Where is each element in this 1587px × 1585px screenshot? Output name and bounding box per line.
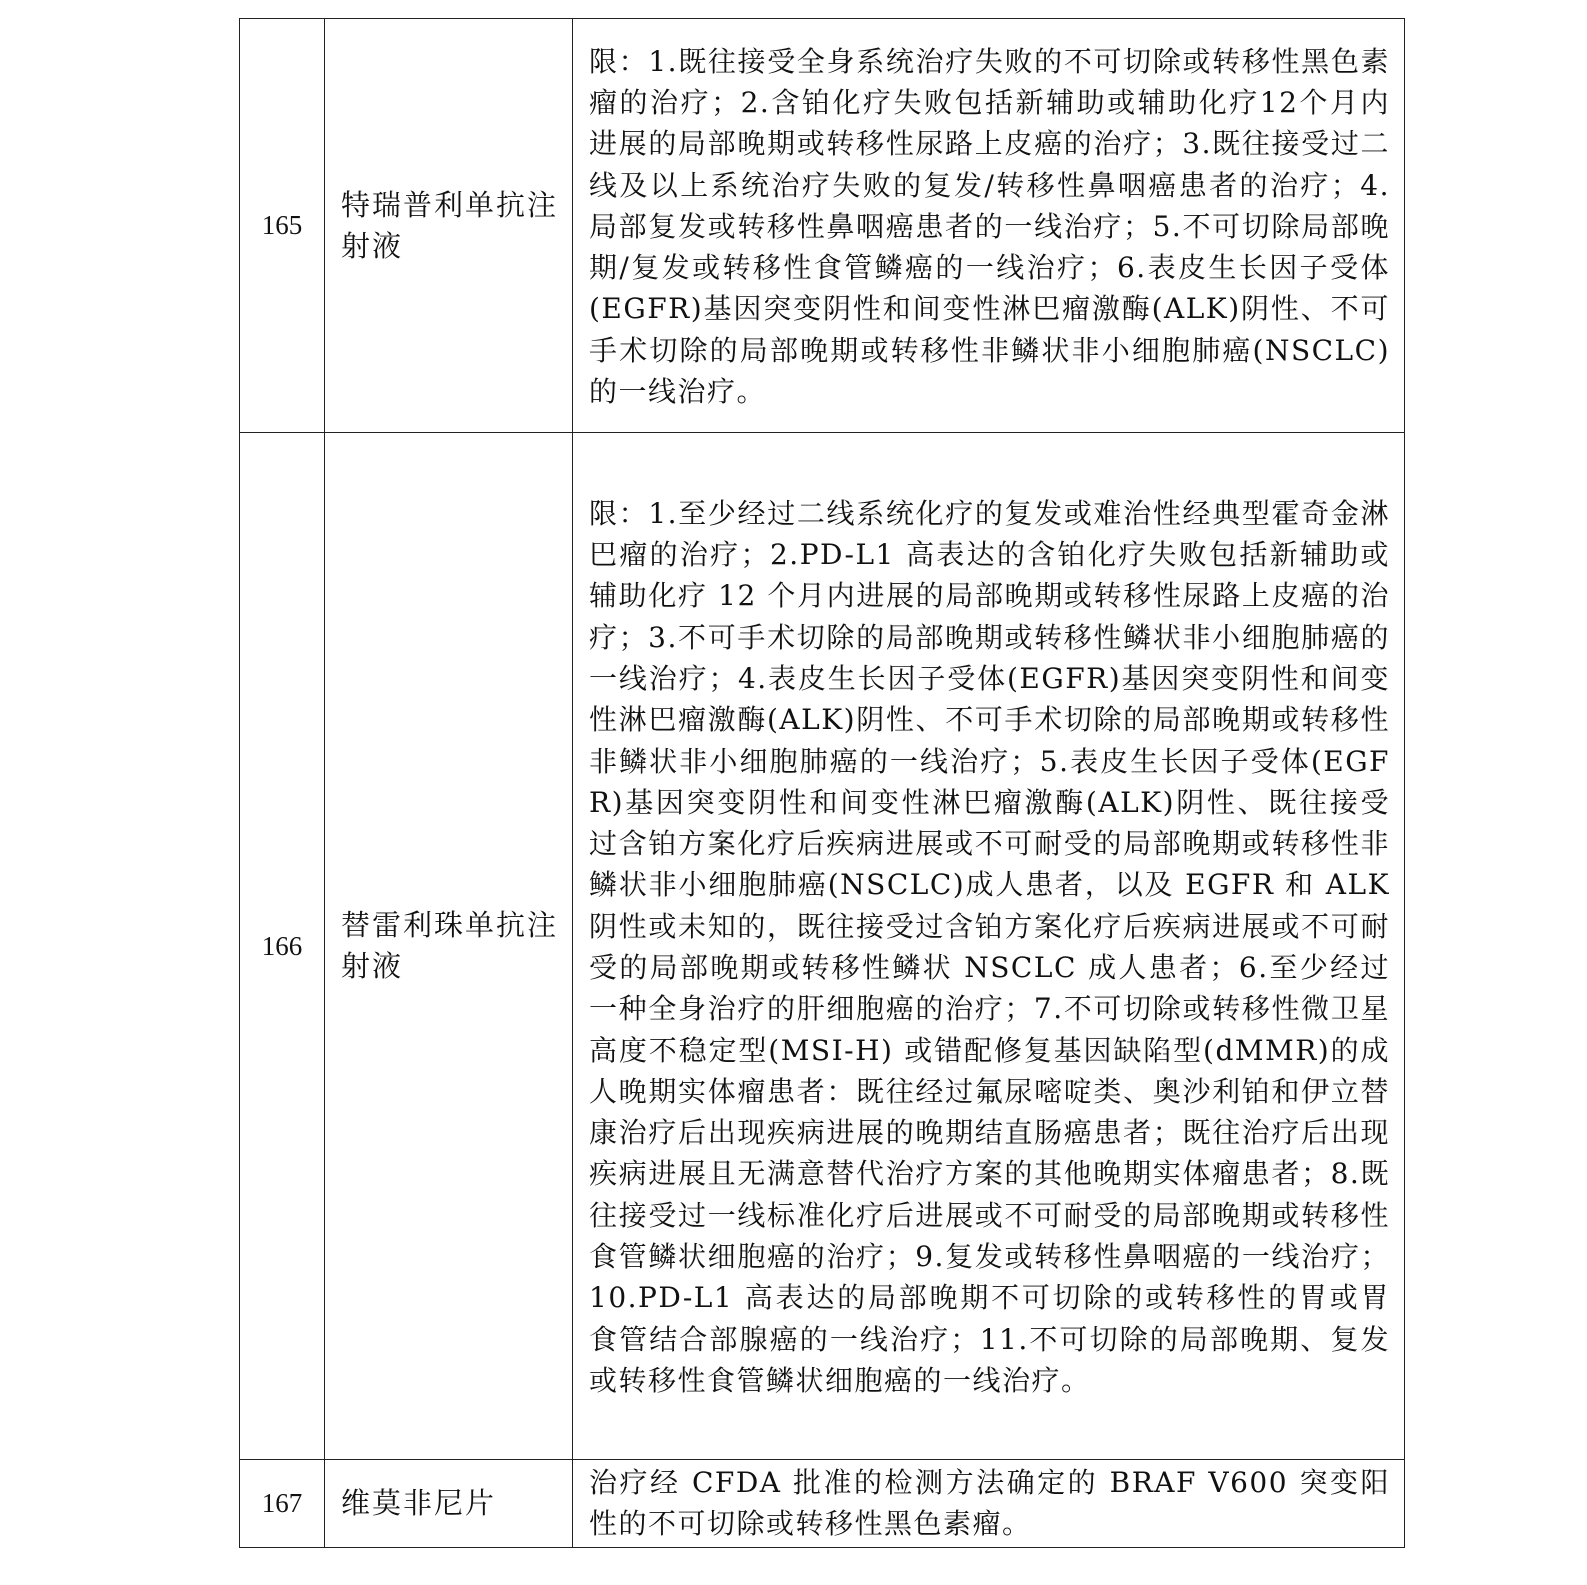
row-number: 167 (240, 1460, 325, 1548)
drug-name: 替雷利珠单抗注射液 (325, 433, 573, 1460)
drug-name: 特瑞普利单抗注射液 (325, 19, 573, 433)
row-number: 166 (240, 433, 325, 1460)
table-row (240, 433, 1405, 1460)
table-row (240, 19, 1405, 433)
drug-restriction: 限：1.至少经过二线系统化疗的复发或难治性经典型霍奇金淋巴瘤的治疗；2.PD-L1 高表达的含铂化疗失败包括新辅助或辅助化疗 12 个月内进展的局部晚期或转移性尿路上皮癌的治疗；3.不可手术切除的局部晚期或转移性鳞状非小细胞肺癌的一线治疗；4.表皮生长因子受体(EGFR)基因突变阴性和间变性淋巴瘤激酶(ALK)阴性、不可手术切除的局部晚期或转移性非鳞状非小细胞肺癌的一线治疗；5.表皮生长因子受体(EGFR)基因突变阴性和间变性淋巴瘤激酶(ALK)阴性、既往接受过含铂方案化疗后疾病进展或不可耐受的局部晚期或转移性非鳞状非小细胞肺癌(NSCLC)成人患者，以及 EGFR 和 ALK 阴性或未知的，既往接受过含铂方案化疗后疾病进展或不可耐受的局部晚期或转移性鳞状 NSCLC 成人患者；6.至少经过一种全身治疗的肝细胞癌的治疗；7.不可切除或转移性微卫星高度不稳定型(MSI-H) 或错配修复基因缺陷型(dMMR)的成人晚期实体瘤患者：既往经过氟尿嘧啶类、奥沙利铂和伊立替康治疗后出现疾病进展的晚期结直肠癌患者；既往治疗后出现疾病进展且无满意替代治疗方案的其他晚期实体瘤患者；8.既往接受过一线标准化疗后进展或不可耐受的局部晚期或转移性食管鳞状细胞癌的治疗；9.复发或转移性鼻咽癌的一线治疗；10.PD-L1 高表达的局部晚期不可切除的或转移性的胃或胃食管结合部腺癌的一线治疗；11.不可切除的局部晚期、复发或转移性食管鳞状细胞癌的一线治疗。 (573, 433, 1405, 1460)
drug-name: 维莫非尼片 (325, 1460, 573, 1548)
drug-restriction: 限：1.既往接受全身系统治疗失败的不可切除或转移性黑色素瘤的治疗；2.含铂化疗失败包括新辅助或辅助化疗12个月内进展的局部晚期或转移性尿路上皮癌的治疗；3.既往接受过二线及以上系统治疗失败的复发/转移性鼻咽癌患者的治疗；4.局部复发或转移性鼻咽癌患者的一线治疗；5.不可切除局部晚期/复发或转移性食管鳞癌的一线治疗；6.表皮生长因子受体(EGFR)基因突变阴性和间变性淋巴瘤激酶(ALK)阴性、不可手术切除的局部晚期或转移性非鳞状非小细胞肺癌(NSCLC)的一线治疗。 (573, 19, 1405, 433)
row-number: 165 (240, 19, 325, 433)
table-row (240, 1460, 1405, 1548)
drug-restriction: 治疗经 CFDA 批准的检测方法确定的 BRAF V600 突变阳性的不可切除或转移性黑色素瘤。 (573, 1460, 1405, 1548)
drug-restriction-table (239, 18, 1405, 1548)
